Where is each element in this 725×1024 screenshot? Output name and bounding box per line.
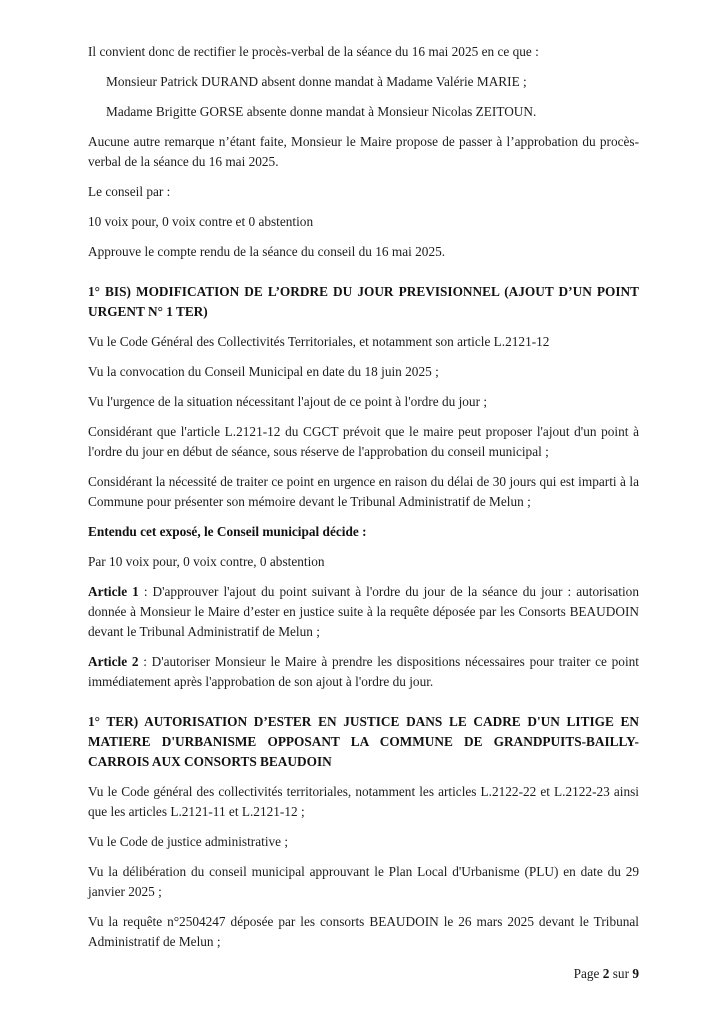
paragraph: Vu le Code de justice administrative ;	[88, 834, 289, 849]
paragraph: Par 10 voix pour, 0 voix contre, 0 abstention	[88, 554, 325, 569]
paragraph: Approuve le compte rendu de la séance du conseil du 16 mai 2025.	[88, 244, 446, 259]
section-heading: 1° TER) AUTORISATION D’ESTER EN JUSTICE DANS LE CADRE D'UN LITIGE EN MATIERE D'URBANISME OPPOSANT LA COMMUNE DE GRANDPUITS-BAILLY-CARROIS AUX CONSORTS BEAUDOIN	[88, 714, 639, 769]
paragraph: Vu le Code général des collectivités territoriales, notamment les articles L.2122-22 et L.2122-23 ainsi que les articles L.2121-11 et L.2121-12 ;	[88, 784, 639, 819]
footer-page-number: 2	[602, 966, 610, 981]
paragraph: Article 1 : D'approuver l'ajout du point suivant à l'ordre du jour de la séance du jour : autorisation donnée à Monsieur le Maire d’ester en justice suite à la requête déposée par les Consorts BEAUDOIN devant le Tribunal Administratif de Melun ;	[88, 584, 639, 639]
paragraph: Considérant que l'article L.2121-12 du CGCT prévoit que le maire peut proposer l'ajout d'un point à l'ordre du jour en début de séance, sous réserve de l'approbation du conseil municipal ;	[88, 424, 639, 459]
paragraph: 10 voix pour, 0 voix contre et 0 abstention	[88, 214, 314, 229]
paragraph: Vu la délibération du conseil municipal approuvant le Plan Local d'Urbanisme (PLU) en date du 29 janvier 2025 ;	[88, 864, 639, 899]
footer-total-pages: 9	[632, 966, 639, 981]
paragraph: Madame Brigitte GORSE absente donne mandat à Monsieur Nicolas ZEITOUN.	[106, 104, 537, 119]
paragraph: Vu la requête n°2504247 déposée par les consorts BEAUDOIN le 26 mars 2025 devant le Tribunal Administratif de Melun ;	[88, 914, 639, 949]
page-footer	[88, 964, 639, 984]
paragraph: Entendu cet exposé, le Conseil municipal décide :	[88, 524, 367, 539]
paragraph: Considérant la nécessité de traiter ce point en urgence en raison du délai de 30 jours qui est imparti à la Commune pour présenter son mémoire devant le Tribunal Administratif de Melun ;	[88, 474, 639, 509]
paragraph: Article 2 : D'autoriser Monsieur le Maire à prendre les dispositions nécessaires pour traiter ce point immédiatement après l'approbation de son ajout à l'ordre du jour.	[88, 654, 639, 689]
paragraph: Vu l'urgence de la situation nécessitant l'ajout de ce point à l'ordre du jour ;	[88, 394, 488, 409]
paragraph: Monsieur Patrick DURAND absent donne mandat à Madame Valérie MARIE ;	[106, 74, 527, 89]
footer-page-label: Page	[573, 966, 600, 981]
footer-of-label: sur	[612, 966, 630, 981]
paragraph: Vu la convocation du Conseil Municipal en date du 18 juin 2025 ;	[88, 364, 439, 379]
paragraph: Aucune autre remarque n’étant faite, Monsieur le Maire propose de passer à l’approbation du procès-verbal de la séance du 16 mai 2025.	[88, 134, 639, 169]
section-heading: 1° BIS) MODIFICATION DE L’ORDRE DU JOUR PREVISIONNEL (AJOUT D’UN POINT URGENT N° 1 TER)	[88, 284, 639, 319]
paragraph: Vu le Code Général des Collectivités Territoriales, et notamment son article L.2121-12	[88, 334, 550, 349]
document-body	[88, 42, 639, 952]
article-label: Article 2	[88, 654, 139, 669]
paragraph: Il convient donc de rectifier le procès-verbal de la séance du 16 mai 2025 en ce que :	[88, 44, 539, 59]
paragraph: Le conseil par :	[88, 184, 171, 199]
article-label: Article 1	[88, 584, 139, 599]
